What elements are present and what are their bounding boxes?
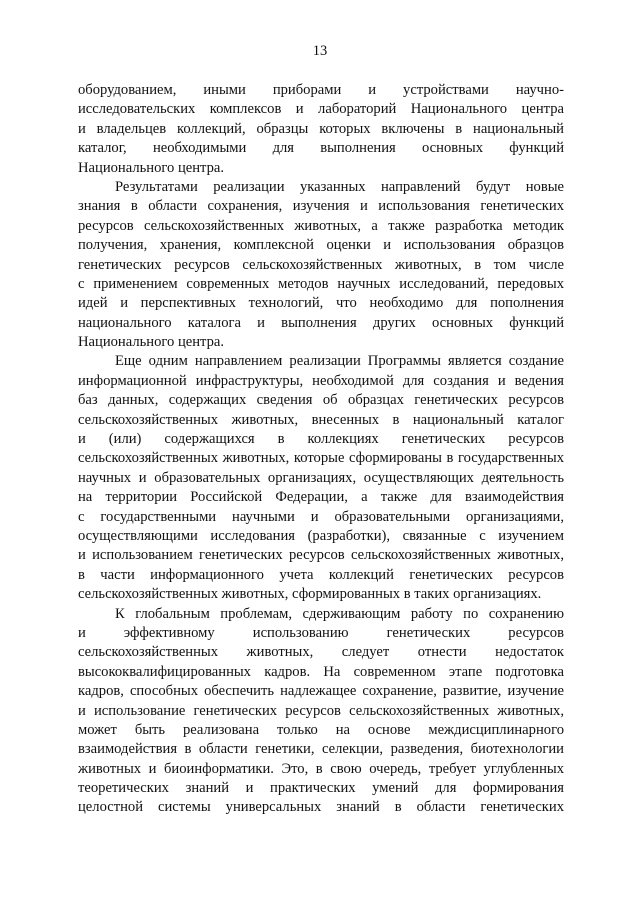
text-line: оборудованием, иными приборами и устройствами научно- [78, 82, 564, 98]
page-number: 13 [312, 43, 328, 59]
text-line: может быть реализована только на основе междисциплинарного [78, 721, 564, 738]
text-line: ресурсов сельскохозяйственных животных, а также разработка методик [78, 217, 564, 234]
text-line: идей и перспективных технологий, что необходимо для пополнения [78, 295, 564, 312]
text-line: Национального центра. [78, 159, 225, 176]
text-line: генетических ресурсов сельскохозяйственных животных, в том числе [78, 256, 564, 273]
text-line: знания в области сохранения, изучения и использования генетических [78, 198, 564, 215]
text-line: сельскохозяйственных животных, сформированных в таких организациях. [78, 586, 542, 603]
text-line: Еще одним направлением реализации Программы является создание [115, 353, 564, 370]
text-line: осуществляющими исследования (разработки), связанные с изучением [78, 527, 564, 544]
text-line: кадров, способных обеспечить надлежащее сохранение, развитие, изучение [78, 683, 564, 700]
text-line: взаимодействия в области генетики, селекции, разведения, биотехнологии [78, 741, 564, 758]
body-text [78, 81, 564, 818]
paragraph [78, 178, 564, 353]
text-line: Результатами реализации указанных направлений будут новые [115, 178, 564, 195]
paragraph [78, 605, 564, 818]
text-line: К глобальным проблемам, сдерживающим работу по сохранению [115, 605, 564, 622]
text-line: сельскохозяйственных животных, следует отнести недостаток [78, 644, 564, 661]
text-line: и владельцев коллекций, образцы которых включены в национальный [78, 120, 564, 137]
text-line: баз данных, содержащих сведения об образцах генетических ресурсов [78, 392, 564, 409]
text-line: и использование генетических ресурсов сельскохозяйственных животных, [78, 702, 564, 719]
text-line: сельскохозяйственных животных, внесенных в национальный каталог [78, 411, 564, 428]
text-line: с применением современных методов научных исследований, передовых [78, 275, 564, 292]
text-line: научных и образовательных организациях, осуществляющих деятельность [78, 469, 564, 486]
text-line: сельскохозяйственных животных, которые сформированы в государственных [78, 450, 564, 467]
text-line: исследовательских комплексов и лабораторий Национального центра [78, 101, 564, 118]
text-line: в части информационного учета коллекций генетических ресурсов [78, 566, 564, 583]
paragraph [78, 81, 564, 178]
text-line: теоретических знаний и практических умений для формирования [78, 780, 564, 797]
text-line: высококвалифицированных кадров. На современном этапе подготовка [78, 663, 564, 680]
text-line: и использованием генетических ресурсов сельскохозяйственных животных, [78, 547, 564, 564]
text-line: и (или) содержащихся в коллекциях генетических ресурсов [78, 431, 564, 448]
text-line: каталог, необходимыми для выполнения основных функций [78, 140, 564, 157]
text-line: национального каталога и выполнения других основных функций [78, 314, 564, 331]
text-line: с государственными научными и образовательными организациями, [78, 508, 564, 525]
text-line: целостной системы универсальных знаний в области генетических [78, 799, 564, 816]
text-line: получения, хранения, комплексной оценки и использования образцов [78, 237, 564, 254]
text-line: на территории Российской Федерации, а также для взаимодействия [78, 489, 564, 506]
text-line: Национального центра. [78, 334, 225, 351]
text-line: животных и биоинформатики. Это, в свою очередь, требует углубленных [78, 760, 564, 777]
text-line: информационной инфраструктуры, необходимой для создания и ведения [78, 372, 564, 389]
text-line: и эффективному использованию генетических ресурсов [78, 624, 564, 641]
paragraph [78, 352, 564, 604]
